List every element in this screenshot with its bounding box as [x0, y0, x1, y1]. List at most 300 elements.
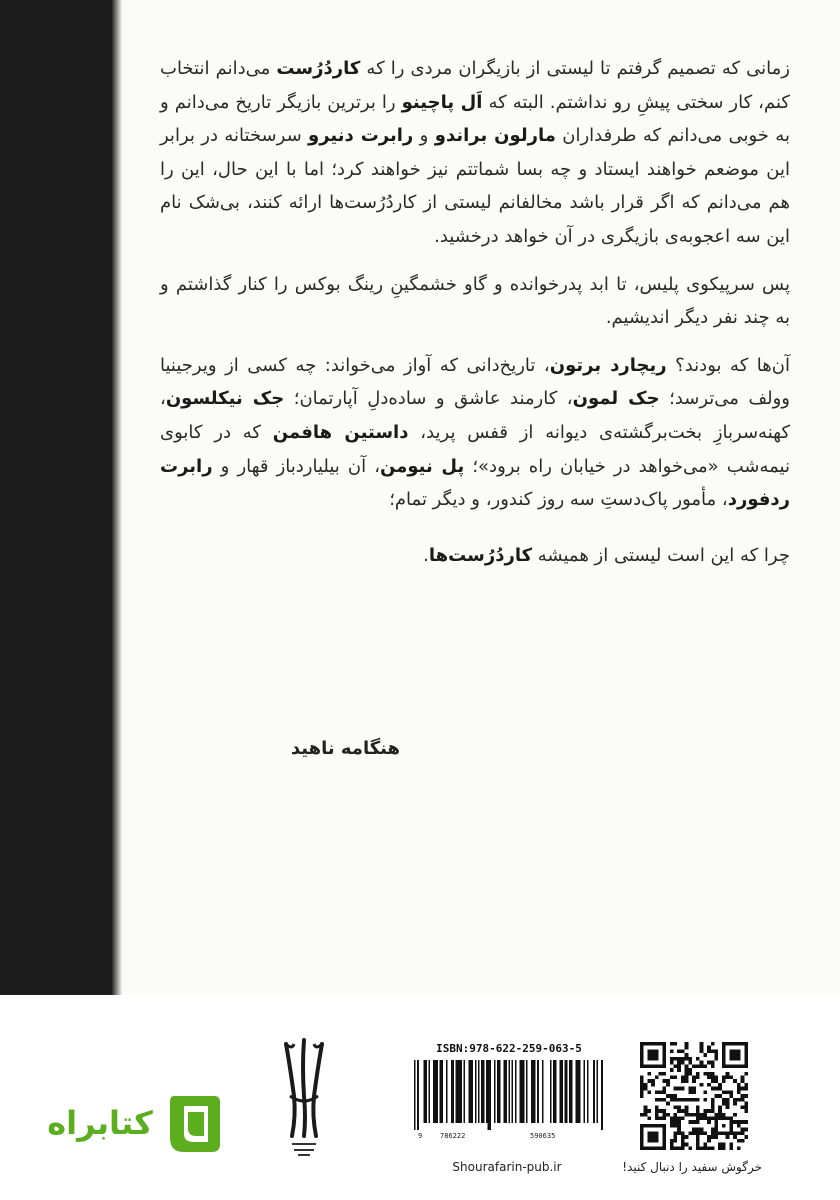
qr-module: [681, 1057, 685, 1061]
qr-module: [741, 1128, 745, 1132]
qr-module: [640, 1087, 644, 1091]
barcode-digits-left: 786222: [440, 1132, 466, 1140]
qr-module: [703, 1090, 707, 1094]
qr-module: [711, 1098, 715, 1102]
qr-module: [685, 1068, 689, 1072]
qr-module: [677, 1064, 681, 1068]
actor-name: داستین هافمن: [272, 421, 409, 443]
qr-module: [666, 1113, 670, 1117]
barcode-bar: [584, 1060, 586, 1123]
text-run: را برترین بازیگر تاریخ می‌دانم و به خوبی می‌دانم که طرفداران: [160, 91, 790, 147]
qr-module: [647, 1131, 658, 1142]
text-run: ، کارمند عاشق و ساده‌دلِ آپارتمان؛: [284, 388, 573, 410]
qr-module: [696, 1076, 700, 1080]
qr-module: [741, 1131, 745, 1135]
qr-module: [659, 1090, 663, 1094]
qr-module: [692, 1079, 696, 1083]
actor-name: رابرت دنیرو: [308, 125, 414, 147]
qr-module: [659, 1098, 663, 1102]
qr-module: [700, 1116, 704, 1120]
barcode-bar: [456, 1060, 458, 1123]
qr-module: [685, 1064, 689, 1068]
qr-module: [726, 1102, 730, 1106]
qr-module: [696, 1057, 700, 1061]
qr-module: [692, 1098, 696, 1102]
qr-module: [688, 1057, 692, 1061]
qr-module: [718, 1105, 722, 1109]
qr-module: [737, 1098, 741, 1102]
qr-module: [685, 1076, 689, 1080]
qr-module: [696, 1064, 700, 1068]
qr-module: [733, 1120, 737, 1124]
qr-module: [700, 1042, 704, 1046]
qr-module: [711, 1064, 715, 1068]
qr-module: [670, 1094, 674, 1098]
qr-module: [644, 1109, 648, 1113]
qr-module: [677, 1087, 681, 1091]
qr-module: [681, 1139, 685, 1143]
qr-module: [703, 1116, 707, 1120]
qr-module: [670, 1068, 674, 1072]
barcode-bar: [435, 1060, 437, 1123]
qr-module: [688, 1068, 692, 1072]
qr-module: [722, 1124, 726, 1128]
isbn-barcode: [414, 1060, 604, 1130]
qr-module: [741, 1105, 745, 1109]
barcode-bar: [489, 1060, 491, 1130]
barcode-bar: [512, 1060, 514, 1123]
qr-module: [729, 1143, 733, 1147]
qr-module: [703, 1143, 707, 1147]
qr-module: [707, 1046, 711, 1050]
qr-module: [726, 1135, 730, 1139]
qr-module: [707, 1072, 711, 1076]
qr-module: [674, 1042, 678, 1046]
qr-module: [666, 1083, 670, 1087]
qr-module: [703, 1131, 707, 1135]
qr-module: [696, 1146, 700, 1150]
qr-module: [737, 1124, 741, 1128]
qr-module: [662, 1087, 666, 1091]
qr-module: [733, 1113, 737, 1117]
qr-module: [670, 1042, 674, 1046]
qr-code[interactable]: [640, 1042, 748, 1150]
qr-module: [681, 1109, 685, 1113]
qr-module: [700, 1131, 704, 1135]
qr-module: [640, 1079, 644, 1083]
qr-module: [744, 1102, 748, 1106]
qr-module: [707, 1120, 711, 1124]
qr-module: [659, 1109, 663, 1113]
actor-name: پل نیومن: [380, 455, 465, 477]
paragraph-3: [160, 349, 790, 517]
barcode-bar: [537, 1060, 539, 1123]
qr-module: [685, 1143, 689, 1147]
qr-module: [692, 1087, 696, 1091]
barcode-bar: [579, 1060, 581, 1123]
qr-module: [711, 1049, 715, 1053]
qr-module: [692, 1131, 696, 1135]
barcode-bar: [553, 1060, 555, 1123]
qr-module: [670, 1143, 674, 1147]
qr-module: [714, 1057, 718, 1061]
qr-module: [718, 1143, 722, 1147]
qr-module: [681, 1116, 685, 1120]
text-run: می‌دانم انتخاب کنم، کار سختی پیشِ رو نداشتم. البته که: [160, 58, 790, 113]
qr-module: [681, 1087, 685, 1091]
qr-module: [722, 1146, 726, 1150]
qr-module: [722, 1079, 726, 1083]
barcode-bar: [478, 1060, 480, 1123]
qr-module: [685, 1098, 689, 1102]
qr-module: [662, 1116, 666, 1120]
qr-module: [700, 1083, 704, 1087]
qr-module: [703, 1146, 707, 1150]
barcode-bar: [523, 1060, 525, 1123]
qr-module: [737, 1139, 741, 1143]
actor-name: جک لمون: [572, 388, 660, 410]
barcode-bar: [550, 1060, 552, 1123]
qr-module: [741, 1079, 745, 1083]
qr-module: [692, 1120, 696, 1124]
qr-module: [729, 1094, 733, 1098]
qr-module: [677, 1128, 681, 1132]
qr-module: [688, 1072, 692, 1076]
qr-module: [655, 1076, 659, 1080]
qr-module: [718, 1094, 722, 1098]
qr-module: [685, 1109, 689, 1113]
qr-module: [696, 1120, 700, 1124]
qr-module: [707, 1109, 711, 1113]
qr-module: [681, 1135, 685, 1139]
qr-module: [737, 1120, 741, 1124]
qr-module: [681, 1143, 685, 1147]
qr-module: [677, 1120, 681, 1124]
text-run: که در کابوی نیمه‌شب «می‌خواهد در خیابان راه برود»؛: [160, 421, 791, 477]
qr-module: [737, 1131, 741, 1135]
qr-module: [711, 1079, 715, 1083]
qr-module: [655, 1116, 659, 1120]
qr-module: [737, 1146, 741, 1150]
barcode-bar: [560, 1060, 562, 1123]
qr-module: [677, 1057, 681, 1061]
qr-module: [729, 1146, 733, 1150]
qr-module: [741, 1087, 745, 1091]
qr-module: [737, 1090, 741, 1094]
qr-module: [681, 1061, 685, 1065]
barcode-digits-right: 590635: [530, 1132, 556, 1140]
qr-module: [688, 1120, 692, 1124]
qr-module: [711, 1061, 715, 1065]
qr-module: [722, 1076, 726, 1080]
barcode-bar: [601, 1060, 603, 1130]
qr-module: [700, 1113, 704, 1117]
qr-module: [711, 1072, 715, 1076]
qr-module: [681, 1076, 685, 1080]
text-run: ، مأمور پاک‌دستِ سه روز کندور، و دیگر تمام؛: [389, 489, 728, 511]
barcode-bar: [542, 1060, 544, 1123]
barcode-bar: [470, 1060, 472, 1123]
qr-module: [670, 1124, 674, 1128]
text-run: زمانی که تصمیم گرفتم تا لیستی از بازیگران مردی را که: [360, 58, 790, 79]
qr-module: [647, 1049, 658, 1060]
qr-module: [744, 1083, 748, 1087]
qr-module: [726, 1105, 730, 1109]
qr-module: [711, 1042, 715, 1046]
qr-module: [674, 1076, 678, 1080]
qr-module: [703, 1109, 707, 1113]
qr-module: [644, 1087, 648, 1091]
barcode-bar: [472, 1060, 474, 1123]
barcode-bar: [526, 1060, 528, 1123]
qr-module: [655, 1109, 659, 1113]
qr-module: [737, 1087, 741, 1091]
qr-module: [670, 1120, 674, 1124]
qr-module: [674, 1120, 678, 1124]
qr-module: [700, 1128, 704, 1132]
qr-module: [688, 1087, 692, 1091]
qr-module: [703, 1072, 707, 1076]
qr-module: [703, 1113, 707, 1117]
qr-module: [722, 1090, 726, 1094]
barcode-bar: [555, 1060, 557, 1123]
barcode-bar: [460, 1060, 462, 1123]
qr-module: [662, 1090, 666, 1094]
barcode-bar: [564, 1060, 566, 1123]
barcode-bar: [521, 1060, 523, 1123]
qr-module: [714, 1094, 718, 1098]
barcode-bar: [464, 1060, 466, 1123]
actor-name: ریچارد برتون: [549, 354, 667, 376]
qr-module: [670, 1061, 674, 1065]
barcode-bar: [436, 1060, 438, 1123]
qr-module: [711, 1087, 715, 1091]
qr-module: [662, 1098, 666, 1102]
qr-module: [707, 1076, 711, 1080]
qr-module: [662, 1109, 666, 1113]
barcode-bar: [440, 1060, 442, 1123]
qr-module: [674, 1064, 678, 1068]
barcode-bar: [566, 1060, 568, 1123]
qr-module: [707, 1116, 711, 1120]
author-signature: هنگامه ناهید: [290, 738, 400, 759]
qr-module: [670, 1098, 674, 1102]
qr-module: [733, 1098, 737, 1102]
qr-module: [677, 1109, 681, 1113]
qr-module: [685, 1135, 689, 1139]
barcode-bar: [417, 1060, 419, 1130]
qr-module: [737, 1083, 741, 1087]
qr-module: [707, 1146, 711, 1150]
actor-name: جک نیکلسون: [165, 388, 285, 410]
text-run: ، تاریخ‌دانی که آواز می‌خواند: چه کسی از ویرجینیا وولف می‌ترسد؛: [160, 354, 790, 410]
qr-module: [674, 1135, 678, 1139]
text-run: چرا که این است لیستی از همیشه: [532, 544, 790, 566]
qr-module: [685, 1046, 689, 1050]
qr-module: [733, 1079, 737, 1083]
qr-module: [733, 1135, 737, 1139]
qr-module: [685, 1053, 689, 1057]
qr-module: [696, 1113, 700, 1117]
qr-module: [681, 1131, 685, 1135]
barcode-bar: [520, 1060, 522, 1123]
qr-module: [666, 1079, 670, 1083]
qr-module: [703, 1053, 707, 1057]
qr-module: [707, 1139, 711, 1143]
qr-module: [677, 1146, 681, 1150]
qr-module: [644, 1083, 648, 1087]
qr-module: [711, 1105, 715, 1109]
qr-module: [692, 1064, 696, 1068]
barcode-bar: [576, 1060, 578, 1123]
barcode-bar: [452, 1060, 454, 1123]
barcode-bar: [596, 1060, 598, 1123]
qr-module: [640, 1090, 644, 1094]
qr-module: [662, 1113, 666, 1117]
qr-module: [729, 1076, 733, 1080]
publisher-logo: [280, 1036, 328, 1160]
isbn-label: ISBN:978-622-259-063-5: [436, 1042, 582, 1055]
barcode-bar: [451, 1060, 453, 1123]
qr-module: [677, 1068, 681, 1072]
store-name: کتابراه: [47, 1104, 153, 1142]
qr-module: [685, 1105, 689, 1109]
publisher-website[interactable]: Shourafarin-pub.ir: [452, 1160, 562, 1174]
qr-module: [640, 1094, 644, 1098]
qr-module: [741, 1098, 745, 1102]
qr-caption: خرگوش سفید را دنبال کنید!: [622, 1160, 762, 1174]
paragraph-2: پس سرپیکوی پلیس، تا ابد پدرخوانده و گاو خشمگینِ رینگ بوکس را کنار گذاشتم و به چند نفر دیگر اندیشیم.: [160, 273, 790, 329]
qr-module: [741, 1139, 745, 1143]
qr-module: [714, 1087, 718, 1091]
qr-module: [692, 1113, 696, 1117]
qr-module: [718, 1109, 722, 1113]
barcode-bar: [457, 1060, 459, 1123]
qr-module: [696, 1128, 700, 1132]
qr-module: [655, 1098, 659, 1102]
barcode-bar: [481, 1060, 483, 1123]
qr-module: [700, 1046, 704, 1050]
qr-module: [685, 1113, 689, 1117]
qr-module: [688, 1061, 692, 1065]
barcode-bar: [414, 1060, 416, 1130]
barcode-bar: [531, 1060, 533, 1123]
qr-module: [696, 1131, 700, 1135]
qr-module: [647, 1072, 651, 1076]
qr-module: [677, 1098, 681, 1102]
barcode-bar: [569, 1060, 571, 1123]
qr-module: [677, 1049, 681, 1053]
text-run: سرسختانه در برابر این موضعم خواهند ایستاد و چه بسا شماتتم نیز خواهند کرد؛ اما با این حال، این را هم می‌دانم که اگر قرار باشد مخالفانم لیستی از کاردُرُست‌ها ارائه کنند، بی‌شک نام این سه اعجوبه‌ی بازیگری در آن خواهد درخشید.: [160, 125, 790, 247]
qr-module: [707, 1135, 711, 1139]
qr-module: [741, 1120, 745, 1124]
qr-module: [681, 1098, 685, 1102]
qr-module: [647, 1090, 651, 1094]
qr-module: [711, 1116, 715, 1120]
qr-module: [744, 1120, 748, 1124]
barcode-bar: [494, 1060, 496, 1123]
qr-module: [677, 1116, 681, 1120]
qr-module: [744, 1094, 748, 1098]
barcode-bar: [504, 1060, 506, 1123]
qr-module: [696, 1072, 700, 1076]
barcode-bar: [508, 1060, 510, 1123]
qr-module: [700, 1064, 704, 1068]
qr-module: [655, 1113, 659, 1117]
qr-module: [674, 1113, 678, 1117]
qr-module: [692, 1090, 696, 1094]
qr-module: [722, 1113, 726, 1117]
qr-module: [726, 1072, 730, 1076]
qr-module: [744, 1109, 748, 1113]
barcode-bar: [446, 1060, 448, 1123]
qr-module: [700, 1049, 704, 1053]
qr-module: [722, 1143, 726, 1147]
qr-module: [688, 1146, 692, 1150]
bold-term: کاردُرُست‌ها: [428, 544, 533, 566]
qr-module: [714, 1135, 718, 1139]
qr-module: [670, 1076, 674, 1080]
barcode-bar: [486, 1060, 488, 1123]
qr-module: [733, 1102, 737, 1106]
qr-module: [659, 1072, 663, 1076]
qr-module: [674, 1124, 678, 1128]
qr-module: [711, 1135, 715, 1139]
qr-module: [696, 1143, 700, 1147]
qr-module: [670, 1116, 674, 1120]
barcode-bar: [488, 1060, 490, 1130]
qr-module: [651, 1079, 655, 1083]
qr-module: [640, 1083, 644, 1087]
qr-module: [707, 1061, 711, 1065]
qr-module: [696, 1098, 700, 1102]
qr-module: [733, 1131, 737, 1135]
qr-module: [700, 1146, 704, 1150]
qr-module: [674, 1139, 678, 1143]
qr-module: [711, 1102, 715, 1106]
qr-module: [674, 1116, 678, 1120]
qr-module: [659, 1116, 663, 1120]
qr-module: [674, 1131, 678, 1135]
qr-module: [692, 1076, 696, 1080]
qr-module: [714, 1049, 718, 1053]
qr-module: [677, 1124, 681, 1128]
actor-name: مارلون براندو: [434, 125, 556, 147]
qr-module: [744, 1072, 748, 1076]
barcode-bar: [428, 1060, 430, 1123]
barcode-bar: [475, 1060, 477, 1123]
qr-module: [714, 1076, 718, 1080]
qr-module: [744, 1105, 748, 1109]
bold-term: کاردُرُست: [276, 58, 361, 79]
qr-module: [696, 1109, 700, 1113]
barcode-bar: [515, 1060, 517, 1123]
barcode-bar: [459, 1060, 461, 1123]
qr-module: [744, 1135, 748, 1139]
qr-module: [685, 1057, 689, 1061]
qr-module: [696, 1105, 700, 1109]
barcode-bar: [532, 1060, 534, 1123]
qr-module: [722, 1098, 726, 1102]
qr-module: [674, 1098, 678, 1102]
actor-name: اَل پاچینو: [401, 91, 483, 113]
qr-module: [718, 1087, 722, 1091]
qr-module: [700, 1061, 704, 1065]
qr-module: [647, 1116, 651, 1120]
qr-module: [714, 1113, 718, 1117]
qr-module: [688, 1090, 692, 1094]
qr-module: [714, 1053, 718, 1057]
